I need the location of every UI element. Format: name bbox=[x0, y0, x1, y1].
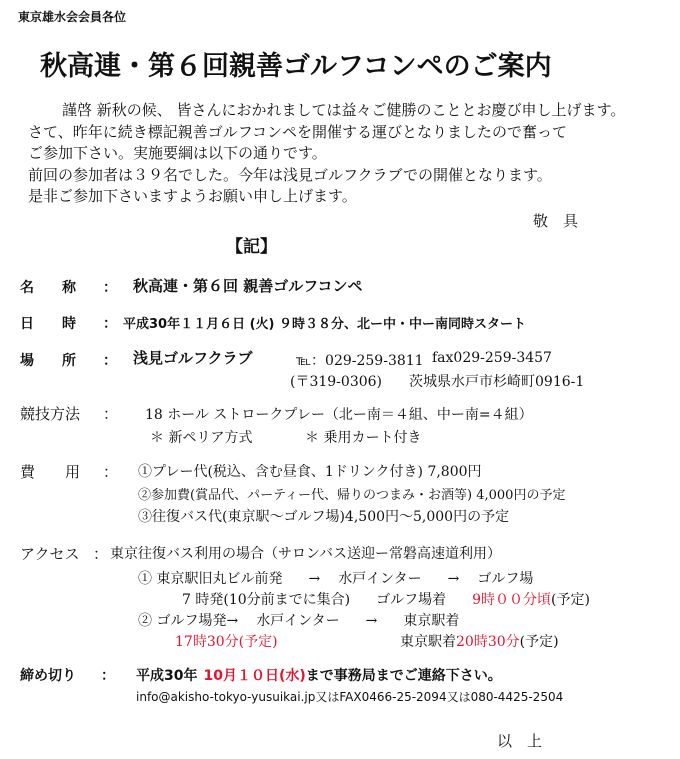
access-colon: ： bbox=[93, 545, 109, 563]
place-address: 茨城県水戸市杉崎町0916-1 bbox=[409, 374, 585, 390]
fee-line: ①プレー代(税込、含む昼食、1ドリンク付き) 7,800円 bbox=[138, 464, 482, 480]
depart-time: 7 時発(10分前までに集合) bbox=[182, 592, 351, 608]
arrive-time: 20時30分 bbox=[456, 634, 520, 650]
arrow-icon: → bbox=[447, 571, 460, 587]
access-label: アクセス bbox=[20, 545, 80, 563]
route2-depart-time: 17時30分(予定) bbox=[175, 634, 278, 650]
arrow-icon: → bbox=[365, 613, 378, 629]
place-fax: fax029-259-3457 bbox=[432, 350, 552, 366]
deadline-label: 締め切り bbox=[20, 668, 76, 684]
route1-via: 水戸インター bbox=[338, 571, 422, 587]
closing-ijou: 以 上 bbox=[497, 732, 543, 750]
method-line2a: ＊ 新ペリア方式 bbox=[150, 430, 253, 446]
datetime-value: 平成30年１１月６日 (火) ９時３８分、北ー中・中ー南同時スタート bbox=[123, 317, 527, 332]
intro-line: さて、昨年に続き標記親善ゴルフコンペを開催する運びとなりましたので奮って bbox=[28, 122, 567, 141]
intro-line: 前回の参加者は３９名でした。今年は浅見ゴルフクラブでの開催となります。 bbox=[28, 165, 552, 184]
intro-line: 謹啓 新秋の候、 皆さんにおかれましては益々ご健勝のこととお慶び申し上げます。 bbox=[62, 101, 626, 119]
route2-dest: 東京駅着 bbox=[403, 613, 460, 629]
place-colon: ： bbox=[103, 353, 117, 369]
name-value: 秋高連・第６回 親善ゴルフコンペ bbox=[133, 277, 363, 295]
method-line1: 18 ホール ストロークプレー（北ー南＝４組、中ー南=４組） bbox=[145, 407, 533, 423]
place-value: 浅見ゴルフクラブ bbox=[133, 349, 253, 367]
datetime-colon: ： bbox=[103, 316, 117, 332]
method-label: 競技方法 bbox=[20, 405, 81, 423]
deadline-pre: 平成30年 bbox=[136, 668, 198, 684]
arrive-time: 9時００分頃 bbox=[472, 592, 552, 608]
deadline-colon: ： bbox=[101, 668, 115, 684]
arrive-label: ゴルフ場着 bbox=[376, 592, 447, 608]
arrive-label: 東京駅着 bbox=[400, 634, 456, 650]
method-colon: ： bbox=[103, 405, 119, 423]
place-label: 場 所 bbox=[20, 353, 76, 369]
access-intro: 東京往復バス利用の場合（サロンバス送迎ー常磐高速道利用） bbox=[110, 546, 502, 562]
route1-origin: ① 東京駅旧丸ビル前発 bbox=[138, 571, 283, 587]
ki-heading: 【記】 bbox=[226, 237, 277, 257]
access-route2 bbox=[138, 610, 459, 630]
fee-label: 費 用 bbox=[20, 463, 81, 481]
place-postal: (〒319-0306) bbox=[290, 374, 383, 390]
route1-dest: ゴルフ場 bbox=[477, 571, 534, 587]
datetime-label: 日 時 bbox=[20, 316, 76, 332]
place-tel: ℡：029-259-3811 bbox=[296, 353, 424, 369]
closing-keigu: 敬 具 bbox=[533, 212, 579, 230]
arrive-note: (予定) bbox=[551, 592, 590, 608]
deadline-text bbox=[136, 665, 502, 685]
intro-line: ご参加下さい。実施要綱は以下の通りです。 bbox=[28, 144, 327, 162]
fee-line: ③往復バス代(東京駅～ゴルフ場)4,500円～5,000円の予定 bbox=[138, 509, 510, 525]
intro-line: 是非ご参加下さいますようお願い申し上げます。 bbox=[28, 187, 357, 205]
name-label: 名 称 bbox=[20, 280, 76, 296]
page-title: 秋高連・第６回親善ゴルフコンペのご案内 bbox=[40, 51, 552, 82]
fee-colon: ： bbox=[103, 463, 119, 481]
access-route1 bbox=[138, 568, 533, 588]
arrive-note: (予定) bbox=[519, 634, 559, 650]
fee-line: ②参加費(賞品代、パーティー代、帰りのつまみ・お酒等) 4,000円の予定 bbox=[138, 488, 566, 503]
contact-info: info@akisho-tokyo-yusuikai.jp又はFAX0466-25-2094又は080-4425-2504 bbox=[136, 690, 564, 704]
addressee: 東京雄水会会員各位 bbox=[18, 10, 127, 24]
intro-text bbox=[28, 100, 625, 208]
arrow-icon: → bbox=[308, 571, 321, 587]
access-route2-arrival bbox=[400, 631, 559, 651]
route2-origin: ② ゴルフ場発→ bbox=[138, 613, 239, 629]
deadline-date: 10月１０日(水) bbox=[203, 668, 306, 684]
name-colon: ： bbox=[103, 280, 117, 296]
method-line2b: ＊ 乗用カート付き bbox=[305, 430, 422, 446]
access-route1-times bbox=[182, 589, 590, 609]
deadline-post: まで事務局までご連絡下さい。 bbox=[305, 668, 502, 684]
route2-via: 水戸インター bbox=[256, 613, 340, 629]
